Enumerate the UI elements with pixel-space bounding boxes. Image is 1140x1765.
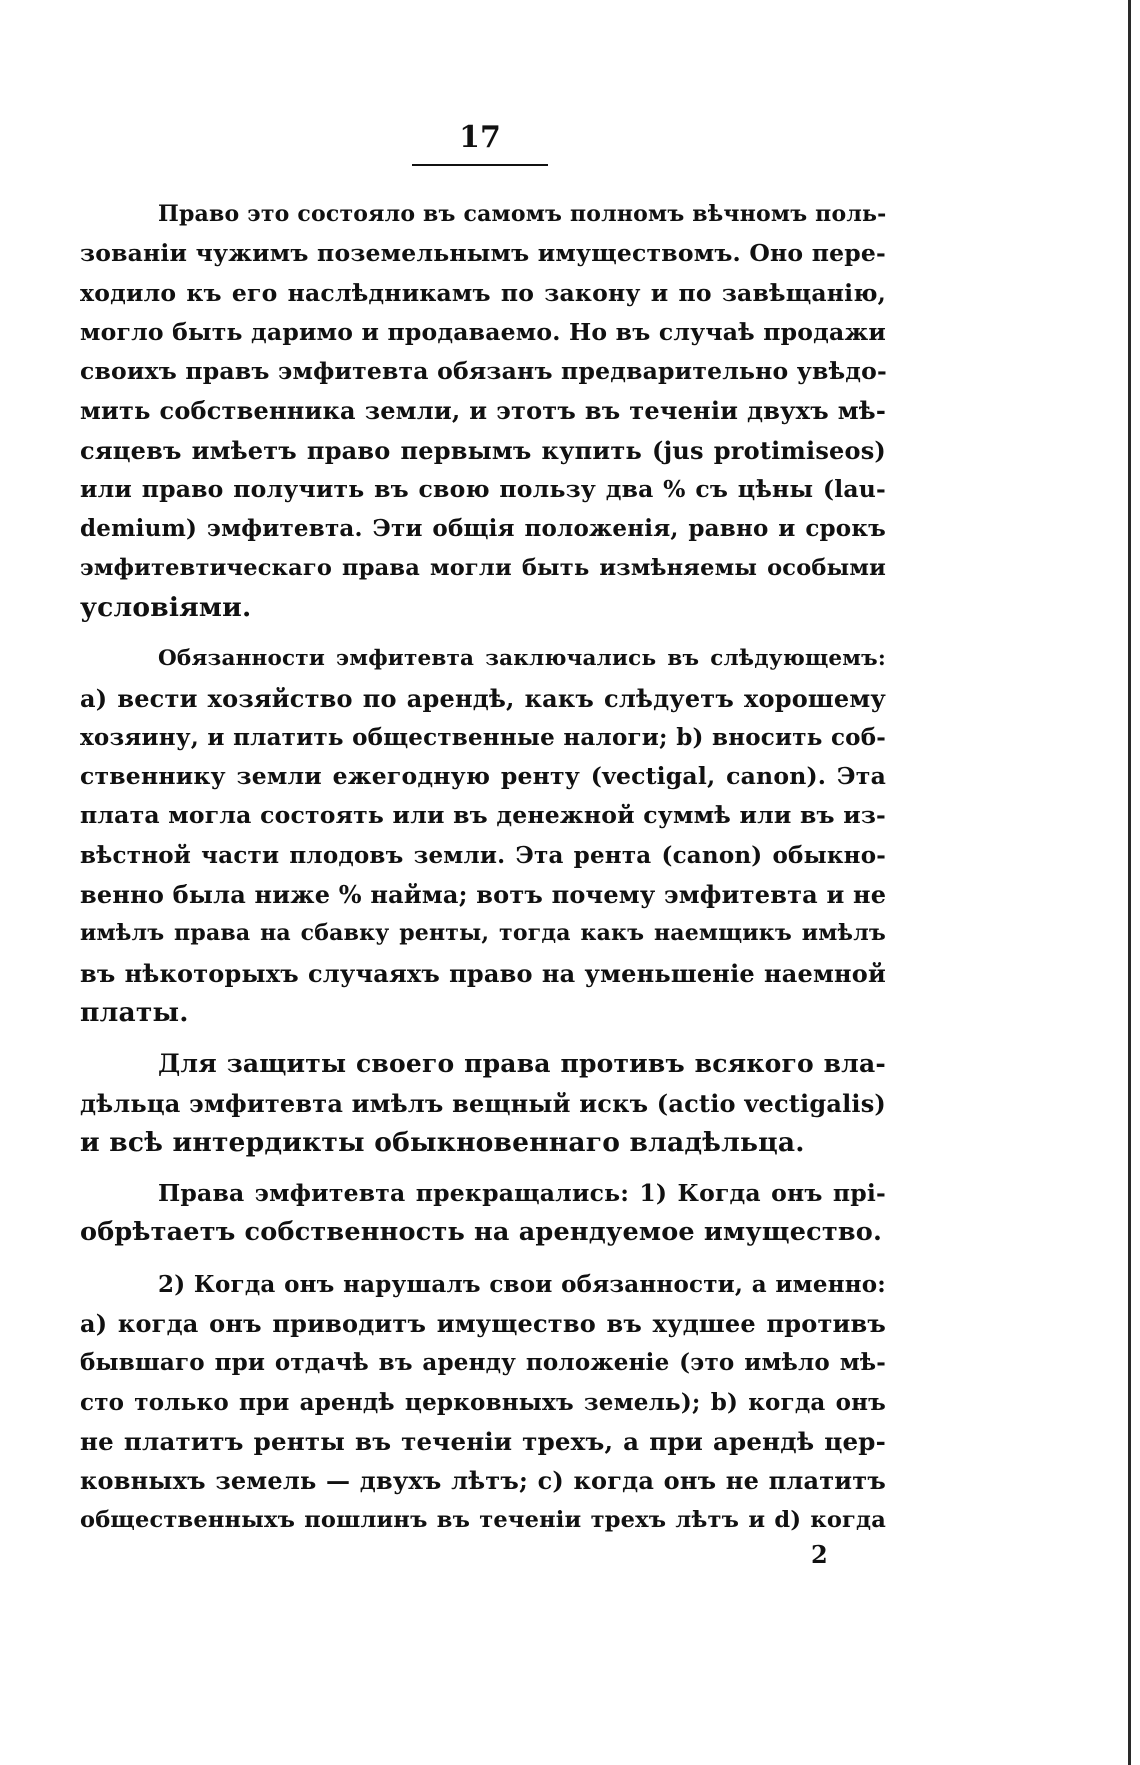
page-edge-rule bbox=[1128, 0, 1131, 1765]
text-line: не платитъ ренты въ теченіи трехъ, а при арендѣ цер- bbox=[80, 1426, 886, 1456]
text-line: a) вести хозяйство по арендѣ, какъ слѣдуетъ хорошему bbox=[80, 683, 886, 713]
body-text bbox=[80, 195, 886, 1540]
text-line: Права эмфитевта прекращались: 1) Когда онъ прі- bbox=[158, 1179, 886, 1208]
text-line: зованіи чужимъ поземельнымъ имуществомъ. Оно пере- bbox=[80, 239, 886, 268]
text-line: и всѣ интердикты обыкновеннаго владѣльца. bbox=[80, 1126, 805, 1158]
text-line: вѣстной части плодовъ земли. Эта рента (canon) обыкно- bbox=[80, 841, 886, 869]
text-line: общественныхъ пошлинъ въ теченіи трехъ лѣтъ и d) когда bbox=[80, 1506, 886, 1533]
page-number: 17 bbox=[459, 120, 501, 155]
text-line: имѣлъ права на сбавку ренты, тогда какъ наемщикъ имѣлъ bbox=[80, 920, 886, 947]
text-line: demium) эмфитевта. Эти общія положенія, равно и срокъ bbox=[80, 515, 886, 543]
text-line: Право это состояло въ самомъ полномъ вѣчномъ поль- bbox=[158, 201, 887, 227]
text-line: 2) Когда онъ нарушалъ свои обязанности, а именно: bbox=[158, 1270, 886, 1298]
text-line: мить собственника земли, и этотъ въ теченіи двухъ мѣ- bbox=[80, 396, 886, 426]
text-line: плата могла состоять или въ денежной суммѣ или въ из- bbox=[80, 801, 886, 830]
text-line: a) когда онъ приводитъ имущество въ худшее противъ bbox=[80, 1309, 886, 1339]
text-line: дѣльца эмфитевта имѣлъ вещный искъ (actio vectigalis) bbox=[80, 1088, 886, 1118]
text-line: бывшаго при отдачѣ въ аренду положеніе (это имѣло мѣ- bbox=[80, 1349, 886, 1377]
text-line: ственнику земли ежегодную ренту (vectigal, canon). Эта bbox=[80, 762, 886, 791]
text-line: венно была ниже % найма; вотъ почему эмфитевта и не bbox=[80, 880, 887, 910]
text-line: или право получить въ свою пользу два % съ цѣны (lau- bbox=[80, 475, 886, 504]
text-line: платы. bbox=[80, 996, 189, 1028]
paragraph-3 bbox=[80, 1044, 886, 1162]
paragraph-5 bbox=[80, 1265, 886, 1540]
text-line: своихъ правъ эмфитевта обязанъ предварительно увѣдо- bbox=[80, 357, 887, 386]
text-line: эмфитевтическаго права могли быть измѣняемы особыми bbox=[80, 554, 886, 581]
text-line: Обязанности эмфитевта заключались въ слѣдующемъ: bbox=[158, 646, 886, 672]
signature-mark: 2 bbox=[811, 1540, 828, 1569]
text-line: Для защиты своего права противъ всякого вла- bbox=[158, 1049, 886, 1079]
paragraph-2 bbox=[80, 639, 886, 1032]
text-line: сяцевъ имѣетъ право первымъ купить (jus protimiseos) bbox=[80, 435, 886, 465]
text-line: условіями. bbox=[80, 591, 252, 623]
text-line: обрѣтаетъ собственность на арендуемое имущество. bbox=[80, 1217, 883, 1248]
text-line: ходило къ его наслѣдникамъ по закону и по завѣщанію, bbox=[80, 278, 886, 307]
text-line: сто только при арендѣ церковныхъ земель); b) когда онъ bbox=[80, 1388, 886, 1416]
text-line: хозяину, и платить общественные налоги; b) вносить соб- bbox=[80, 723, 886, 751]
text-line: въ нѣкоторыхъ случаяхъ право на уменьшеніе наемной bbox=[80, 958, 886, 988]
paragraph-4 bbox=[80, 1174, 886, 1253]
text-line: могло быть даримо и продаваемо. Но въ случаѣ продажи bbox=[80, 317, 887, 346]
paragraph-1 bbox=[80, 195, 886, 627]
page-number-underline bbox=[412, 164, 548, 166]
text-line: ковныхъ земель — двухъ лѣтъ; с) когда онъ не платитъ bbox=[80, 1466, 886, 1496]
